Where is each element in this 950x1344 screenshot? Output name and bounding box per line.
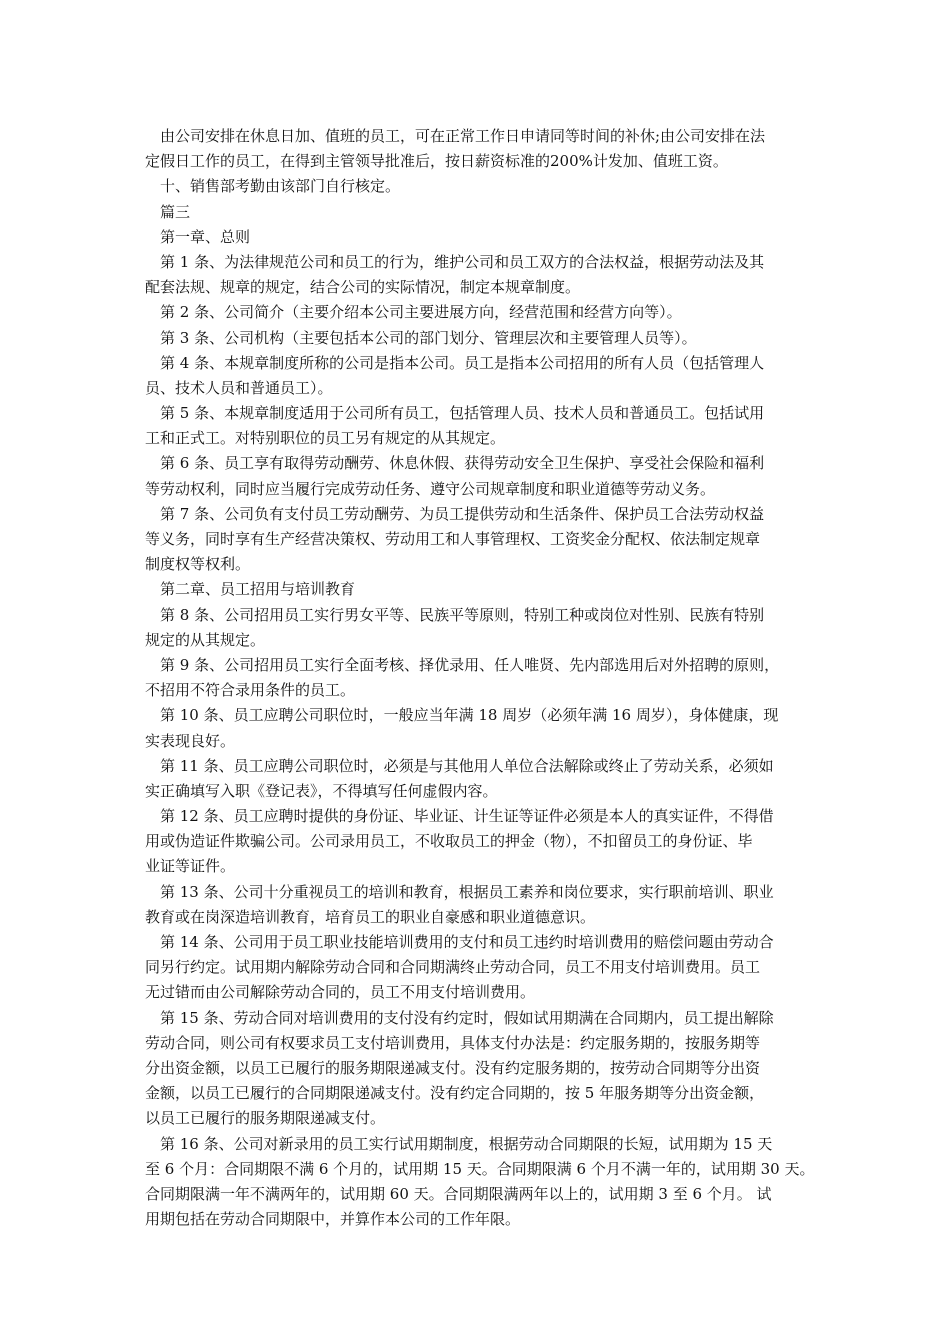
paragraph-p14 (145, 653, 815, 703)
paragraph-line: 实正确填写入职《登记表》，不得填写任何虚假内容。 (145, 781, 498, 800)
paragraph-line: 规定的从其规定。 (145, 630, 266, 649)
paragraph-p17 (145, 804, 815, 880)
paragraph-line: 制度权等权利。 (145, 555, 251, 574)
paragraph-p11 (145, 502, 815, 578)
paragraph-p1 (145, 124, 815, 174)
paragraph-line: 第 6 条、员工享有取得劳动酬劳、休息休假、获得劳动安全卫生保护、享受社会保险和福利 (160, 454, 765, 473)
paragraph-line: 以员工已履行的服务期限递减支付。 (145, 1109, 386, 1128)
paragraph-line: 实表现良好。 (145, 731, 236, 750)
paragraph-line: 配套法规、规章的规定，结合公司的实际情况，制定本规章制度。 (145, 278, 581, 297)
paragraph-line: 第 14 条、公司用于员工职业技能培训费用的支付和员工违约时培训费用的赔偿问题由劳动合 (160, 933, 774, 951)
paragraph-line: 不招用不符合录用条件的员工。 (145, 681, 356, 700)
paragraph-p18 (145, 880, 815, 930)
paragraph-line: 无过错而由公司解除劳动合同的，员工不用支付培训费用。 (145, 983, 536, 1002)
paragraph-line: 用期包括在劳动合同期限中，并算作本公司的工作年限。 (145, 1210, 521, 1229)
paragraph-line: 第 12 条、员工应聘时提供的身份证、毕业证、计生证等证件必须是本人的真实证件，不得借 (160, 807, 774, 826)
paragraph-p7 (145, 326, 815, 351)
paragraph-line: 第 1 条、为法律规范公司和员工的行为，维护公司和员工双方的合法权益，根据劳动法及其 (160, 252, 765, 271)
paragraph-p21 (145, 1132, 815, 1233)
paragraph-p13 (145, 603, 815, 653)
paragraph-p4 (145, 225, 815, 250)
paragraph-p19 (145, 930, 815, 1006)
paragraph-line: 业证等证件。 (145, 857, 236, 876)
paragraph-p20 (145, 1006, 815, 1132)
paragraph-line: 工和正式工。对特别职位的员工另有规定的从其规定。 (145, 429, 506, 448)
paragraph-line: 第 10 条、员工应聘公司职位时，一般应当年满 18 周岁（必须年满 16 周岁），身体健康，现 (160, 706, 779, 725)
paragraph-line: 合同期限满一年不满两年的，试用期 60 天。合同期限满两年以上的，试用期 3 至 6 个月。 试 (145, 1184, 772, 1203)
paragraph-line: 教育或在岗深造培训教育，培育员工的职业自豪感和职业道德意识。 (145, 907, 596, 926)
paragraph-line: 第 5 条、本规章制度适用于公司所有员工，包括管理人员、技术人员和普通员工。包括试用 (160, 404, 765, 423)
paragraph-line: 等义务，同时享有生产经营决策权、劳动用工和人事管理权、工资奖金分配权、依法制定规章 (145, 530, 761, 548)
paragraph-line: 劳动合同，则公司有权要求员工支付培训费用，具体支付办法是：约定服务期的，按服务期等 (145, 1033, 761, 1052)
paragraph-line: 定假日工作的员工，在得到主管领导批准后，按日薪资标准的200%计发加、值班工资。 (145, 152, 728, 171)
paragraph-line: 第 16 条、公司对新录用的员工实行试用期制度，根据劳动合同期限的长短，试用期为 15 天 (160, 1134, 773, 1153)
paragraph-line: 第 7 条、公司负有支付员工劳动酬劳、为员工提供劳动和生活条件、保护员工合法劳动权益 (160, 504, 765, 523)
paragraph-p8 (145, 351, 815, 401)
paragraph-line: 第 9 条、公司招用员工实行全面考核、择优录用、任人唯贤、先内部选用后对外招聘的原则， (160, 655, 780, 674)
paragraph-line: 至 6 个月：合同期限不满 6 个月的，试用期 15 天。合同期限满 6 个月不满一年的，试用期 30 天。 (145, 1159, 815, 1178)
paragraph-p6 (145, 300, 815, 325)
paragraph-p15 (145, 703, 815, 753)
paragraph-p12 (145, 577, 815, 602)
paragraph-line: 第 13 条、公司十分重视员工的培训和教育，根据员工素养和岗位要求，实行职前培训、职业 (160, 882, 774, 901)
paragraph-line: 第 15 条、劳动合同对培训费用的支付没有约定时，假如试用期满在合同期内，员工提出解除 (160, 1008, 774, 1027)
paragraph-line: 用或伪造证件欺骗公司。公司录用员工，不收取员工的押金（物），不扣留员工的身份证、毕 (145, 832, 753, 851)
paragraph-line: 第 11 条、员工应聘公司职位时，必须是与其他用人单位合法解除或终止了劳动关系，必须如 (160, 756, 774, 775)
paragraph-p9 (145, 401, 815, 451)
paragraph-p5 (145, 250, 815, 300)
paragraph-line: 第二章、员工招用与培训教育 (160, 580, 356, 599)
paragraph-line: 由公司安排在休息日加、值班的员工，可在正常工作日申请同等时间的补休;由公司安排在法 (160, 127, 766, 145)
paragraph-line: 第 2 条、公司简介（主要介绍本公司主要进展方向，经营范围和经营方向等）。 (160, 303, 682, 322)
paragraph-line: 第一章、总则 (160, 227, 251, 246)
paragraph-p16 (145, 754, 815, 804)
paragraph-p3 (145, 200, 815, 225)
paragraph-line: 分出资金额，以员工已履行的服务期限递减支付。没有约定服务期的，按劳动合同期等分出资 (145, 1058, 761, 1077)
document-body (145, 124, 815, 1232)
paragraph-line: 第 4 条、本规章制度所称的公司是指本公司。员工是指本公司招用的所有人员（包括管理人 (160, 353, 765, 372)
paragraph-line: 等劳动权利，同时应当履行完成劳动任务、遵守公司规章制度和职业道德等劳动义务。 (145, 479, 716, 498)
paragraph-p2 (145, 174, 815, 199)
paragraph-line: 十、销售部考勤由该部门自行核定。 (160, 177, 401, 196)
paragraph-line: 第 8 条、公司招用员工实行男女平等、民族平等原则，特别工种或岗位对性别、民族有特别 (160, 605, 765, 624)
paragraph-line: 第 3 条、公司机构（主要包括本公司的部门划分、管理层次和主要管理人员等）。 (160, 328, 697, 347)
paragraph-line: 同另行约定。试用期内解除劳动合同和合同期满终止劳动合同，员工不用支付培训费用。员工 (145, 958, 761, 977)
paragraph-line: 员、技术人员和普通员工）。 (145, 378, 333, 397)
paragraph-line: 篇三 (160, 202, 191, 221)
paragraph-p10 (145, 451, 815, 501)
paragraph-line: 金额，以员工已履行的合同期限递减支付。没有约定合同期的，按 5 年服务期等分出资金额， (145, 1084, 765, 1103)
